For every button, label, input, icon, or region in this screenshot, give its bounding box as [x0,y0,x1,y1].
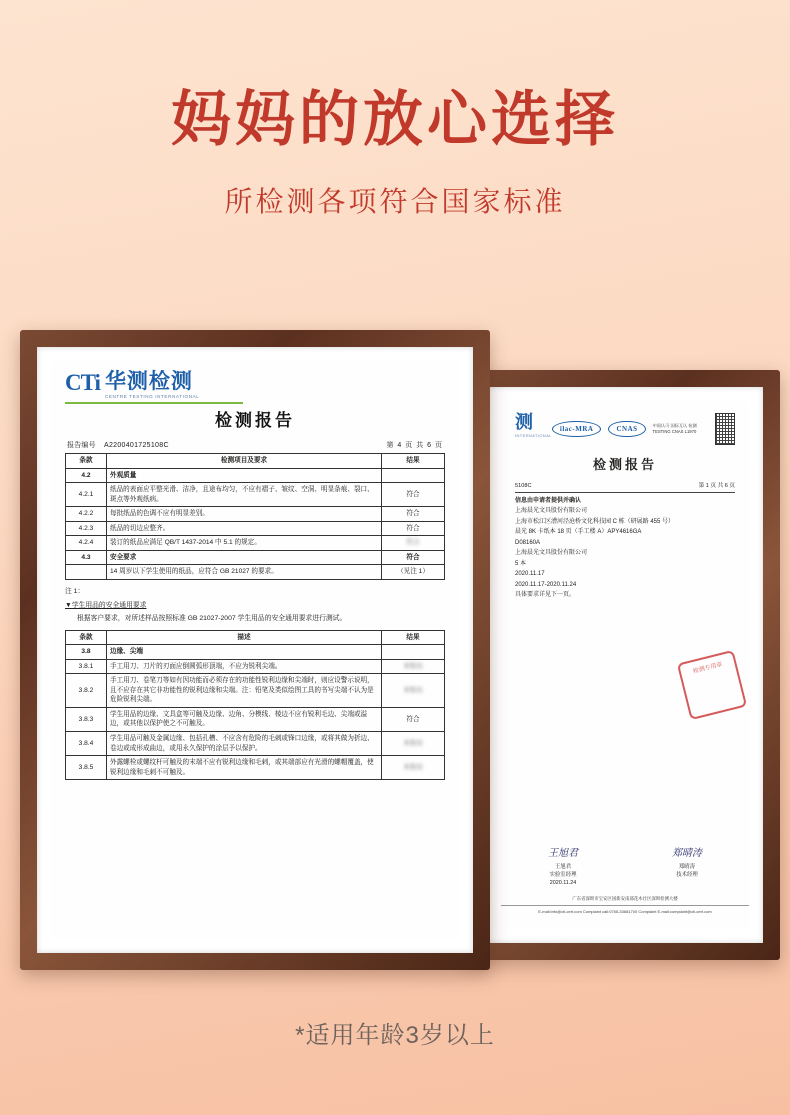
cell-clause: 3.8 [66,645,107,660]
back-meta [515,482,735,493]
column-header-clause: 条款 [66,630,107,645]
appearance-requirements-table [65,453,445,580]
frame-mat-front [37,347,473,953]
table-row [66,674,445,708]
cti-logo-subtitle: CENTRE TESTING INTERNATIONAL [104,394,200,399]
signature-role: 实验室经理 [549,871,577,878]
back-logo-chinese: 测 [515,412,534,432]
signature-block [672,846,702,887]
accreditation-marks [552,413,735,445]
ilac-mra-icon: ilac-MRA [552,421,602,438]
back-title: 检测报告 [592,457,657,472]
cell-clause: 4.2.4 [66,536,107,551]
cell-result: （见注 1） [382,565,445,580]
certificate-paper-back [501,401,749,929]
back-page-label: 第 1 页 共 6 页 [698,482,735,489]
table-header-row [66,630,445,645]
signature-script: 王旭君 [548,847,578,859]
cell-description: 学生用品可触及金属边缘、包括孔槽、不应含有危险的毛刺或锋口边缘，或将其做为折边、卷边或成形成曲边，或用永久保护的涂层予以保护。 [107,731,382,755]
table-header-row [66,454,445,469]
back-field: 上海晨光文具股份有限公司 [515,508,588,515]
cell-item: 外观质量 [107,468,382,483]
cell-result [382,645,445,660]
table-row [66,756,445,780]
cell-result: 未检出 [382,659,445,674]
back-field: 上海市松江区漕河泾沧桥文化科技园 C 栋（研展路 455 号） [515,518,675,525]
cti-logo [65,371,445,400]
table-row [66,645,445,660]
cell-description: 边缘、尖端 [107,645,382,660]
column-header-result: 结果 [382,630,445,645]
column-header-clause: 条款 [66,454,107,469]
cell-item: 每批纸品的色调不应有明显差别。 [107,507,382,522]
cti-logo-text [65,371,100,394]
cell-item: 安全要求 [107,550,382,565]
age-footnote: *适用年龄3岁以上 [295,1022,495,1049]
back-field: 5 本 [515,560,527,567]
signature-name: 王旭君 [554,863,572,870]
front-document [51,361,459,939]
note-subheading: ▼学生用品的安全通用要求 [65,601,147,609]
table-row [66,468,445,483]
signature-role: 技术经理 [676,871,698,878]
back-logo-subtitle: INTERNATIONAL [515,433,552,438]
cell-clause: 3.8.4 [66,731,107,755]
back-logo [515,413,552,439]
front-meta [65,441,445,450]
cnas-note: 中国认可 国际互认 检测 TESTING CNAS L1970 [652,423,697,434]
report-no-label: 报告编号 [67,441,96,449]
cell-result: 符合 [382,550,445,565]
column-header-item: 检测项目及要求 [107,454,382,469]
column-header-description: 描述 [107,630,382,645]
cell-item: 14 周岁以下学生使用的纸品，应符合 GB 21027 的要求。 [107,565,382,580]
cti-mark: CTi [65,370,100,395]
signature-name: 郑晴涛 [678,863,696,870]
back-field: 2020.11.17 [515,571,545,578]
cell-clause: 3.8.2 [66,674,107,708]
cell-result: 符合 [382,483,445,507]
certificate-paper-front [51,361,459,939]
back-report-no: 5108C [515,482,532,489]
logo-divider [65,402,243,404]
official-stamp: 检测专用章 [677,650,747,720]
certificate-frame-back [470,370,780,960]
cnas-icon: CNAS [608,421,645,438]
signature-block [548,846,578,887]
cell-clause [66,565,107,580]
table-row [66,565,445,580]
back-footer: E-mail:info@cti-cert.com Complaint call:0755-33681700 Complaint E-mail:complaint@cti-cert.com [501,905,749,915]
table-row [66,731,445,755]
back-address: 广东省深圳市宝安区国新安南部花木社区深圳检测大楼 [572,896,678,902]
cell-description: 手工用刀、刀片的刃面应倒圆弧形顶端，不应为锐利尖端。 [107,659,382,674]
cell-clause: 4.2.3 [66,521,107,536]
cell-result: 未检出 [382,731,445,755]
back-field: 具体要求详见下一页。 [515,592,576,599]
cell-item: 纸品的表面应平整光滑、洁净，且途布均匀，不应有褶子、皱纹、空洞、明显条痕、裂口、斑点等外观纸病。 [107,483,382,507]
certificate-frame-front [20,330,490,970]
signature-date: 2020.11.24 [549,879,577,886]
back-field: 上海晨光文具股份有限公司 [515,550,588,557]
cell-result [382,468,445,483]
cell-result: 未检出 [382,674,445,708]
cell-clause: 4.2.1 [66,483,107,507]
cell-item: 装订的纸品应满足 QB/T 1437-2014 中 5.1 的规定。 [107,536,382,551]
table-row [66,536,445,551]
table-row [66,507,445,522]
qr-code-icon [715,413,736,445]
back-field: 2020.11.17-2020.11.24 [515,581,577,588]
page-subtitle: 所检测各项符合国家标准 [224,186,566,217]
table-row [66,659,445,674]
back-header [515,413,735,445]
cell-result: 符合 [382,536,445,551]
cti-logo-chinese-block [105,371,199,400]
cell-description: 外露螺栓或螺纹杆可触及的末端不应有锐利边缘和毛刺，或其端部应有光滑的螺帽覆盖，使锐利边缘和毛刺不可触及。 [107,756,382,780]
back-info-heading: 信息由申请者提供并确认 [515,497,582,504]
cell-result: 符合 [382,707,445,731]
cell-clause: 3.8.3 [66,707,107,731]
signature-area [501,846,749,887]
signature-script: 郑晴涛 [672,847,702,859]
cell-clause: 4.2.2 [66,507,107,522]
cell-result: 符合 [382,507,445,522]
cell-clause: 4.3 [66,550,107,565]
cell-result: 未检出 [382,756,445,780]
column-header-result: 结果 [382,454,445,469]
cell-clause: 4.2 [66,468,107,483]
back-field: 晨光 8K 卡纸本 18 页（手工楼 A）APY4616GA [515,529,642,536]
cell-clause: 3.8.1 [66,659,107,674]
frame-mat-back [487,387,763,943]
table-row [66,707,445,731]
cell-clause: 3.8.5 [66,756,107,780]
back-document [501,401,749,929]
cell-item: 纸品的切边应整齐。 [107,521,382,536]
safety-requirements-table [65,630,445,781]
note-paragraph: 根据客户要求，对所述样品按照标准 GB 21027-2007 学生用品的安全通用要求进行测试。 [77,614,347,622]
note-block [65,587,445,625]
page-label: 第 4 页 共 6 页 [386,441,443,449]
front-title: 检测报告 [215,410,295,430]
table-row [66,483,445,507]
table-row [66,521,445,536]
back-field: D08160A [515,539,541,546]
cell-description: 学生用品的边缘、文具盒等可触及边缘、边角、分模线、棱边不应有锐利毛边、尖端或溢边，或其他以保护使之不可触及。 [107,707,382,731]
report-no-group [67,441,169,450]
note-heading: 注 1： [65,587,85,595]
report-no-value: A2200401725108C [103,441,169,449]
table-row [66,550,445,565]
page-title: 妈妈的放心选择 [171,87,619,153]
cell-result: 符合 [382,521,445,536]
cell-description: 手工用刀、卷笔刀等如有因功能而必须存在的功能性锐利边缘和尖端时，则应设警示说明，且不应存在其它非功能性的锐利边缘和尖端。注：铅笔及类似绘图工具的书写尖端不认为是危险锐利尖端。 [107,674,382,708]
cti-logo-chinese: 华测检测 [104,369,193,393]
